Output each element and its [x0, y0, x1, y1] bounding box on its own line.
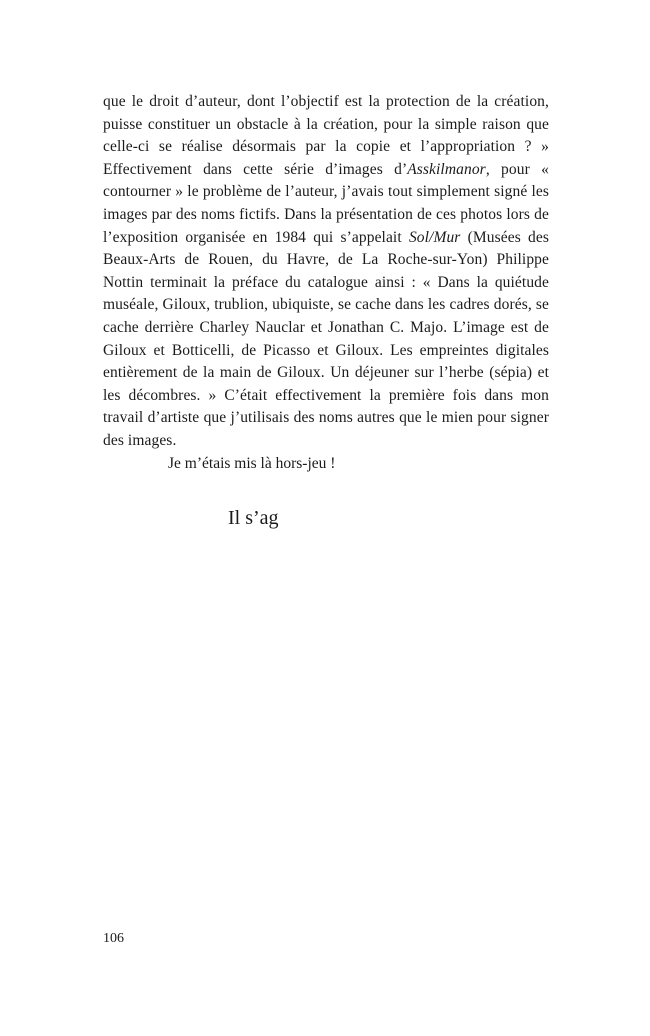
paragraph-run: , pour « contourner » le problème de l’auteur, j’avais tout simplement signé les images par des noms fictifs. Dans la présentation de ces photos lors de l’exposition organisée en 1984 qui s’appelait — [103, 160, 549, 246]
text-block — [103, 91, 549, 531]
section-heading: Il s’ag — [228, 507, 279, 530]
paragraph-run: (Musées des Beaux-Arts de Rouen, du Havre, de La Roche-sur-Yon) Philippe Nottin terminait la préface du catalogue ainsi : « Dans la quiétude muséale, Giloux, trublion, ubiquiste, se cache dans les cadres dorés, se cache derrière Charley Nauclar et Jonathan C. Majo. L’image est de Giloux et Botticelli, de Picasso et Giloux. Les empreintes digitales entièrement de la main de Giloux. Un déjeuner sur l’herbe (sépia) et les décombres. » C’était effectivement la première fois dans mon travail d’artiste que j’utilisais des noms autres que le mien pour signer des images. — [103, 228, 549, 449]
paragraph-run-italic: Asskilmanor — [407, 160, 486, 178]
page-number: 106 — [103, 931, 124, 946]
paragraph-run: que le droit d’auteur, dont l’objectif est la protection de la création, puisse constituer un obstacle à la création, pour la simple raison que celle-ci se réalise désormais par la copie et l’appropriation ? » Effectivement dans cette série d’images d’ — [103, 93, 549, 178]
paragraph-run-italic: Sol/Mur — [408, 228, 461, 246]
indented-line: Je m’étais mis là hors-jeu ! — [168, 454, 336, 472]
body-paragraph — [103, 91, 549, 453]
